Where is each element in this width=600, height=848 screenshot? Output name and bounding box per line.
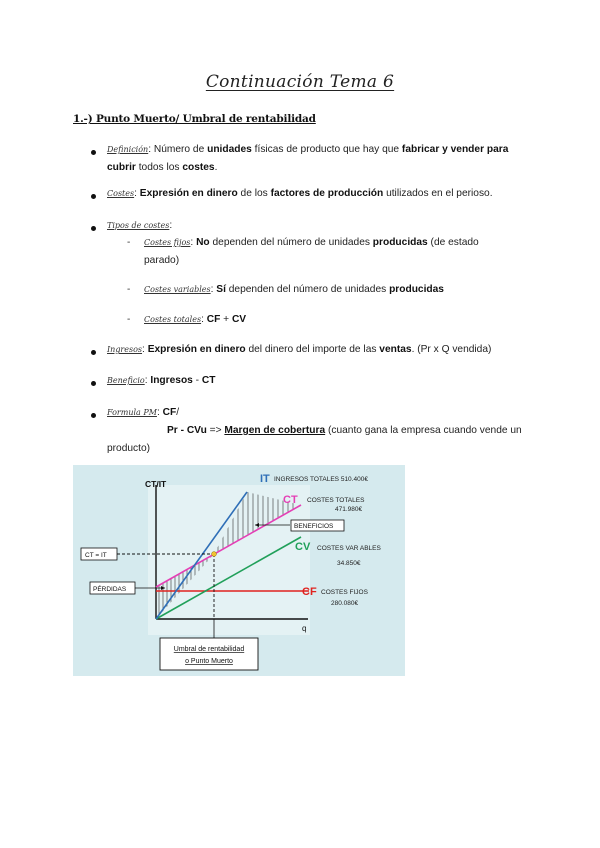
bold-text: Expresión en dinero (147, 344, 246, 355)
text: : (210, 284, 217, 295)
text: utilizados en el perioso. (383, 188, 493, 199)
text: . (Pr x Q vendida) (411, 344, 492, 355)
x-axis-label: q (302, 624, 307, 633)
ct-value: 471.980€ (335, 506, 363, 513)
item-beneficio (107, 372, 537, 390)
bold-text: CT (201, 375, 216, 386)
text: físicas de producto que hay que (251, 144, 402, 155)
caption-box (160, 638, 258, 670)
text: - (192, 375, 202, 386)
text: : (169, 220, 173, 231)
label-definicion: Definición (107, 145, 149, 154)
caption-line-2: o Punto Muerto (185, 658, 233, 665)
dash: - (127, 314, 131, 325)
text: todos los (135, 162, 183, 173)
bold-text: unidades (207, 144, 252, 155)
bold-text: CV (231, 314, 247, 325)
cv-label: COSTES VAR ABLES (317, 545, 381, 552)
beneficios-label: BENEFICIOS (294, 523, 334, 530)
break-even-chart (73, 465, 405, 676)
bold-text: fabricar y vender para cubrir (107, 144, 509, 173)
bullet (91, 194, 96, 199)
text: => (206, 425, 225, 436)
text: de los (237, 188, 271, 199)
bold-text: Margen de cobertura (224, 425, 326, 436)
bold-text: Sí (216, 284, 226, 295)
item-costes (107, 185, 537, 203)
dash: - (127, 237, 131, 248)
text: dependen del número de unidades (225, 284, 390, 295)
text: : (201, 314, 207, 325)
cf-label: COSTES FIJOS (321, 589, 368, 596)
text: : (134, 188, 140, 199)
text: dependen del número de unidades (209, 237, 373, 248)
bold-text: Ingresos (150, 375, 193, 386)
bold-text: producidas (389, 284, 444, 295)
text: : (144, 375, 151, 386)
text: : (190, 237, 197, 248)
section-title: 1.-) Punto Muerto/ Umbral de rentabilidad (73, 113, 316, 125)
bold-text: producidas (372, 237, 428, 248)
item-formula (107, 404, 537, 458)
item-tipos (107, 217, 537, 235)
label-variables: Costes variables (144, 285, 211, 294)
break-even-point (212, 552, 217, 557)
text: : (142, 344, 148, 355)
item-definicion (107, 141, 537, 177)
label-totales: Costes totales (144, 315, 202, 324)
cf-letter: CF (302, 586, 317, 598)
label-costes: Costes (107, 189, 135, 198)
ct-label: COSTES TOTALES (307, 497, 365, 504)
it-label: INGRESOS TOTALES 510.400€ (274, 476, 368, 483)
text: . (214, 162, 218, 173)
caption-line-1: Umbral de rentabilidad (173, 646, 245, 653)
plot-area (148, 485, 310, 635)
item-ingresos (107, 341, 537, 359)
dash: - (127, 284, 131, 295)
label-tipos: Tipos de costes (107, 221, 170, 230)
text: (de estado parado) (144, 237, 479, 266)
break-even-chart-svg (73, 465, 405, 676)
bold-text: CF (206, 314, 221, 325)
label-fijos: Costes fijos (144, 238, 191, 247)
text: + (220, 314, 232, 325)
text: (cuanto gana la empresa cuando vende un producto) (107, 425, 522, 454)
text: : (156, 407, 163, 418)
page-title: Continuación Tema 6 (205, 72, 395, 92)
cf-value: 280.080€ (331, 600, 359, 607)
label-formula: Formula PM (107, 408, 157, 417)
ct-it-label: CT = IT (85, 552, 107, 559)
ct-letter: CT (283, 494, 298, 506)
text: / (176, 407, 180, 418)
bold-text: No (196, 237, 210, 248)
bold-text: Pr - CVu (167, 425, 207, 436)
bullet (91, 226, 96, 231)
text: : Número de (148, 144, 208, 155)
it-letter: IT (260, 473, 270, 485)
item-costes-fijos (144, 234, 514, 270)
label-ingresos: Ingresos (107, 345, 143, 354)
item-costes-totales (144, 311, 514, 329)
cv-letter: CV (295, 541, 311, 553)
bullet (91, 381, 96, 386)
bullet (91, 350, 96, 355)
bold-text: Expresión en dinero (139, 188, 238, 199)
bold-text: CF (162, 407, 177, 418)
bold-text: factores de producción (270, 188, 384, 199)
bullet (91, 413, 96, 418)
cv-value: 34.850€ (337, 560, 361, 567)
bold-text: costes (182, 162, 215, 173)
text: del dinero del importe de las (245, 344, 380, 355)
label-beneficio: Beneficio (107, 376, 145, 385)
bold-text: ventas (379, 344, 412, 355)
bullet (91, 150, 96, 155)
item-costes-variables (144, 281, 514, 299)
perdidas-label: PÉRDIDAS (93, 586, 127, 593)
y-axis-label: CT/IT (145, 479, 167, 489)
